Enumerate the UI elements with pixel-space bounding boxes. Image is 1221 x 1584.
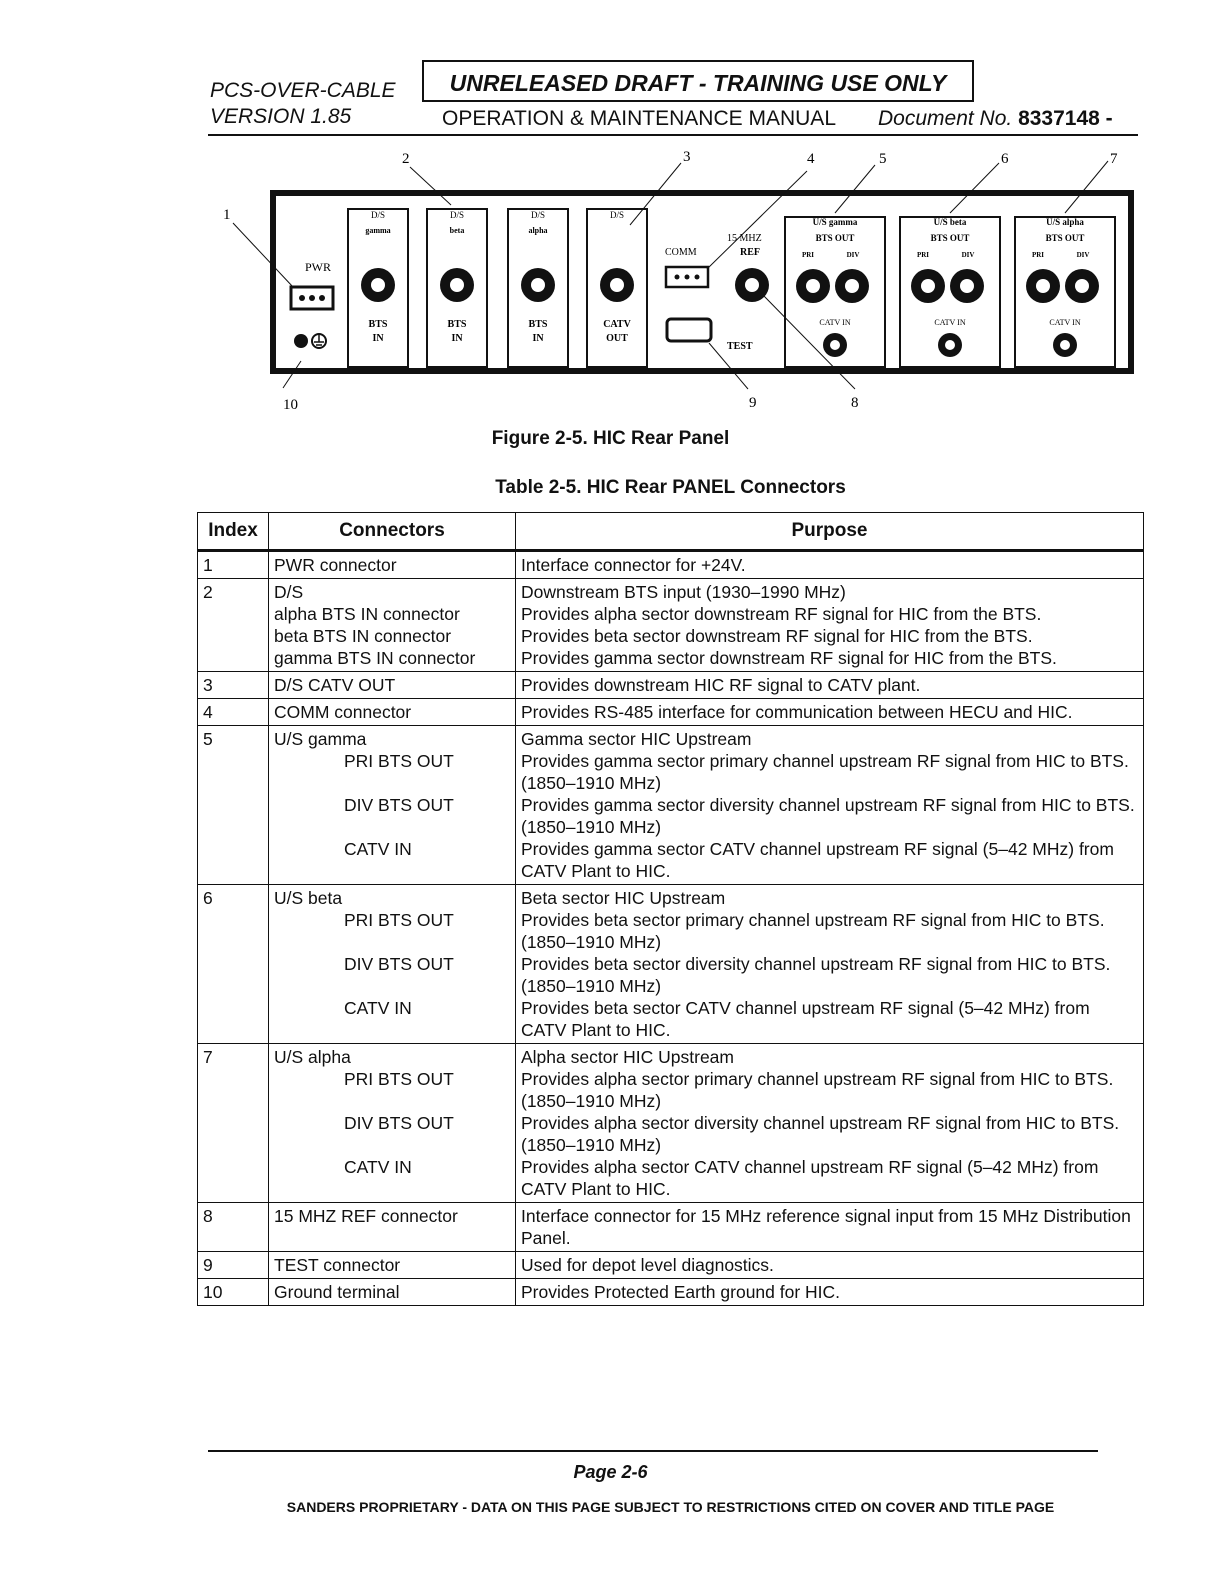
header-purpose: Purpose [516,513,1144,551]
svg-text:CATV IN: CATV IN [1049,318,1081,327]
page-number: Page 2-6 [573,1462,648,1482]
callout-4: 4 [807,151,815,167]
callout-7: 7 [1110,151,1118,167]
svg-text:CATV IN: CATV IN [934,318,966,327]
svg-text:PRI: PRI [1031,251,1045,259]
svg-text:D/S: D/S [370,210,386,220]
table-row: 9 TEST connector Used for depot level diagnostics. [198,1252,1144,1279]
svg-text:U/S gamma: U/S gamma [812,217,858,227]
svg-text:gamma: gamma [365,226,391,235]
svg-text:PRI: PRI [916,251,930,259]
svg-text:IN: IN [451,333,463,344]
footer-rule [208,1450,1098,1452]
table-row: 5 U/S gamma PRI BTS OUT DIV BTS OUT CATV IN Gamma sector HIC Upstream Provides gamma sector primary channel upstream RF signal from HIC to BTS. (1850–1910 MHz) Provides gamma sector diversity channel upstream RF signal from HIC to BTS. (1850–1910 MHz) Provides gamma sector CATV channel upstream RF signal (5–42 MHz) from CATV Plant to HIC. [198,726,1144,885]
proprietary-notice: SANDERS PROPRIETARY - DATA ON THIS PAGE SUBJECT TO RESTRICTIONS CITED ON COVER AND TITLE PAGE [286,1499,1055,1515]
manual-title: OPERATION & MAINTENANCE MANUAL [442,107,836,130]
figure-caption: Figure 2-5. HIC Rear Panel [491,428,730,449]
callout-8: 8 [851,395,859,411]
doc-label: Document No. [878,107,1013,130]
header-index: Index [198,513,269,551]
doc-number: 8337148 - [1018,107,1113,130]
ground-dot [294,334,308,348]
callout-5: 5 [879,151,887,167]
svg-text:beta: beta [449,226,465,235]
header-rule [208,134,1138,136]
header-left [210,78,396,130]
svg-text:COMM: COMM [665,247,697,258]
us-beta-module [900,217,1000,367]
callout-1: 1 [223,207,231,223]
svg-text:REF: REF [740,247,760,258]
svg-text:CATV IN: CATV IN [819,318,851,327]
comm-ref-test-section [665,233,769,352]
callout-3: 3 [683,149,691,165]
svg-text:TEST: TEST [727,341,753,352]
draft-notice: UNRELEASED DRAFT - TRAINING USE ONLY [422,60,974,102]
svg-text:U/S beta: U/S beta [933,217,967,227]
svg-text:BTS OUT: BTS OUT [1045,233,1085,243]
ds-catv-module [587,209,647,367]
svg-text:DIV: DIV [1076,251,1090,259]
svg-text:D/S: D/S [449,210,465,220]
ds-alpha-module [508,209,568,367]
svg-text:IN: IN [372,333,384,344]
svg-text:DIV: DIV [961,251,975,259]
table-row: 7 U/S alpha PRI BTS OUT DIV BTS OUT CATV IN Alpha sector HIC Upstream Provides alpha sector primary channel upstream RF signal from HIC to BTS. (1850–1910 MHz) Provides alpha sector diversity channel upstream RF signal from HIC to BTS. (1850–1910 MHz) Provides alpha sector CATV channel upstream RF signal (5–42 MHz) from CATV Plant to HIC. [198,1044,1144,1203]
version: VERSION 1.85 [210,105,352,128]
table-row: 3 D/S CATV OUT Provides downstream HIC RF signal to CATV plant. [198,672,1144,699]
hic-rear-panel-figure [215,145,1145,415]
table-row: 8 15 MHZ REF connector Interface connector for 15 MHz reference signal input from 15 MHz Distribution Panel. [198,1203,1144,1252]
table-caption: Table 2-5. HIC Rear PANEL Connectors [495,477,846,498]
svg-text:IN: IN [532,333,544,344]
callout-2: 2 [402,151,410,167]
svg-text:D/S: D/S [609,210,625,220]
svg-text:OUT: OUT [606,333,628,344]
svg-text:BTS: BTS [447,319,467,330]
svg-text:BTS: BTS [368,319,388,330]
table-row: 4 COMM connector Provides RS-485 interface for communication between HECU and HIC. [198,699,1144,726]
ds-beta-module [427,209,487,367]
table-row: 1 PWR connector Interface connector for +24V. [198,551,1144,579]
svg-text:BTS OUT: BTS OUT [930,233,970,243]
svg-text:DIV: DIV [846,251,860,259]
svg-text:alpha: alpha [528,226,548,235]
svg-text:BTS OUT: BTS OUT [815,233,855,243]
document-number [878,107,1113,131]
svg-text:D/S: D/S [530,210,546,220]
svg-text:CATV: CATV [603,319,631,330]
table-header-row [198,513,1144,551]
pwr-label: PWR [305,260,332,274]
us-alpha-module [1015,217,1115,367]
table-row: 2 D/S alpha BTS IN connector beta BTS IN connector gamma BTS IN connector Downstream BTS input (1930–1990 MHz) Provides alpha sector downstream RF signal for HIC from the BTS. Provides beta sector downstream RF signal for HIC from the BTS. Provides gamma sector downstream RF signal for HIC from the BTS. [198,579,1144,672]
us-gamma-module [785,217,885,367]
panel-outline [273,193,1131,371]
svg-text:BTS: BTS [528,319,548,330]
svg-text:PRI: PRI [801,251,815,259]
ds-gamma-module [348,209,408,367]
callout-10: 10 [283,397,298,413]
product-name: PCS-OVER-CABLE [210,79,396,102]
table-row: 6 U/S beta PRI BTS OUT DIV BTS OUT CATV IN Beta sector HIC Upstream Provides beta sector primary channel upstream RF signal from HIC to BTS. (1850–1910 MHz) Provides beta sector diversity channel upstream RF signal from HIC to BTS. (1850–1910 MHz) Provides beta sector CATV channel upstream RF signal (5–42 MHz) from CATV Plant to HIC. [198,885,1144,1044]
table-row: 10 Ground terminal Provides Protected Earth ground for HIC. [198,1279,1144,1306]
svg-text:U/S alpha: U/S alpha [1046,217,1084,227]
connectors-table [197,512,1144,1306]
header-connectors: Connectors [269,513,516,551]
callout-9: 9 [749,395,757,411]
callout-6: 6 [1001,151,1009,167]
svg-text:15 MHZ: 15 MHZ [727,233,762,244]
